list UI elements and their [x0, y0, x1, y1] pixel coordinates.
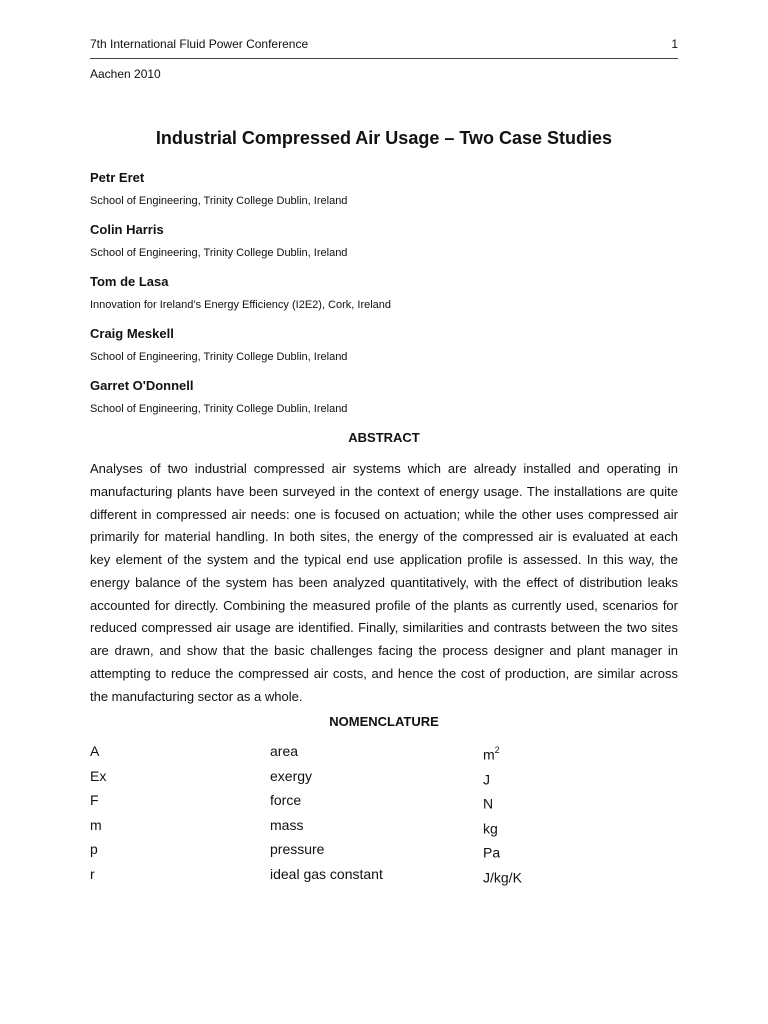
author-affiliation: Innovation for Ireland’s Energy Efficiency (I2E2), Cork, Ireland: [90, 299, 392, 311]
header-divider: [90, 58, 678, 59]
conference-location: Aachen 2010: [90, 67, 161, 81]
nomenclature-description: exergy: [270, 767, 313, 784]
author-name: Garret O'Donnell: [90, 378, 194, 393]
nomenclature-table: [90, 743, 680, 891]
nomenclature-heading: NOMENCLATURE: [329, 714, 439, 729]
nomenclature-description: force: [270, 792, 302, 809]
nomenclature-unit-cell: [483, 841, 680, 861]
author-list: [90, 170, 678, 430]
nomenclature-row: [90, 768, 680, 793]
page-number: 1: [671, 37, 678, 51]
running-header: [90, 36, 678, 52]
nomenclature-symbol: A: [90, 743, 100, 759]
author-affiliation: School of Engineering, Trinity College Dublin, Ireland: [90, 351, 348, 363]
nomenclature-unit-cell: [483, 768, 680, 788]
author-affiliation: School of Engineering, Trinity College Dublin, Ireland: [90, 195, 348, 207]
author-entry: [90, 222, 678, 274]
nomenclature-unit-cell: [483, 743, 680, 763]
nomenclature-symbol: m: [90, 816, 102, 833]
nomenclature-unit-cell: [483, 792, 680, 812]
author-name: Craig Meskell: [90, 326, 174, 341]
author-name: Petr Eret: [90, 170, 145, 185]
nomenclature-unit-cell: [483, 817, 680, 837]
nomenclature-unit: kg: [483, 820, 498, 837]
author-name: Tom de Lasa: [90, 274, 169, 289]
nomenclature-unit: J: [483, 771, 490, 788]
author-name: Colin Harris: [90, 222, 164, 237]
nomenclature-row: [90, 866, 680, 891]
nomenclature-row: [90, 743, 680, 768]
nomenclature-symbol: F: [90, 792, 99, 809]
paper-title: Industrial Compressed Air Usage – Two Case Studies: [155, 128, 613, 148]
nomenclature-description: area: [270, 743, 299, 759]
nomenclature-symbol: r: [90, 865, 95, 882]
author-entry: [90, 170, 678, 222]
nomenclature-unit-cell: [483, 866, 680, 886]
nomenclature-description: ideal gas constant: [270, 865, 383, 882]
unit-superscript: 2: [494, 745, 500, 755]
nomenclature-unit: Pa: [483, 845, 501, 862]
nomenclature-description: mass: [270, 816, 304, 833]
author-entry: [90, 378, 678, 430]
author-entry: [90, 326, 678, 378]
nomenclature-unit: J/kg/K: [483, 869, 522, 886]
abstract-body: Analyses of two industrial compressed air systems which are already installed and operating in manufacturing plants have been surveyed in the context of energy usage. The installations are quite different in compressed air needs: one is focused on actuation; while the other uses compressed air primarily for material handling. In both sites, the energy of the compressed air is evaluated at each key element of the system and the typical end use application profile is assessed. In this way, the energy balance of the system has been analyzed quantitatively, with the effect of distribution leaks accounted for directly. Combining the measured profile of the plants as currently used, scenarios for reduced compressed air usage are identified. Finally, similarities and contrasts between the two sites are drawn, and show that the basic challenges facing the process designer and plant manager in attempting to reduce the compressed air costs, and hence the cost of production, are similar across the manufacturing sector as a whole.: [90, 461, 678, 704]
nomenclature-row: [90, 817, 680, 842]
nomenclature-row: [90, 792, 680, 817]
abstract-heading: ABSTRACT: [348, 430, 420, 445]
nomenclature-row: [90, 841, 680, 866]
author-entry: [90, 274, 678, 326]
nomenclature-unit: m: [483, 746, 495, 763]
author-affiliation: School of Engineering, Trinity College Dublin, Ireland: [90, 403, 348, 415]
author-affiliation: School of Engineering, Trinity College Dublin, Ireland: [90, 247, 348, 259]
nomenclature-symbol: p: [90, 841, 98, 858]
nomenclature-unit: N: [483, 795, 494, 812]
nomenclature-symbol: Ex: [90, 767, 107, 784]
nomenclature-description: pressure: [270, 841, 325, 858]
conference-name: 7th International Fluid Power Conference: [90, 37, 309, 51]
